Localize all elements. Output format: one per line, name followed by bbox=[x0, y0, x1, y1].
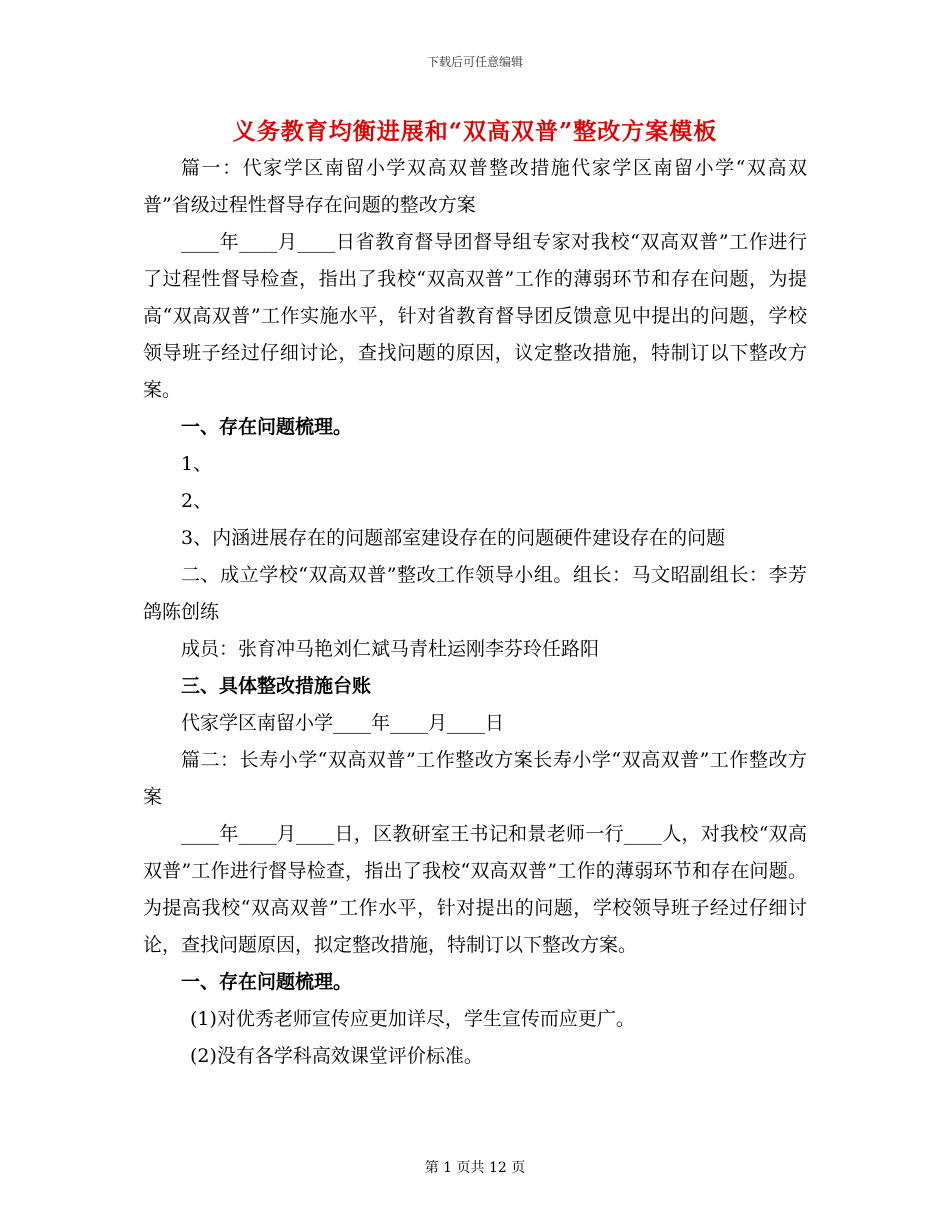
paragraph-intro-1: 篇一：代家学区南留小学双高双普整改措施代家学区南留小学“双高双普”省级过程性督导存在问题的整改方案 bbox=[143, 157, 807, 216]
paragraph-intro-2: 篇二：长寿小学“双高双普”工作整改方案长寿小学“双高双普”工作整改方案 bbox=[143, 749, 807, 808]
section-heading-4: 一、存在问题梳理。 bbox=[181, 971, 353, 993]
list-item-1: 1、 bbox=[181, 453, 213, 475]
signature-date-line: 代家学区南留小学____年____月____日 bbox=[181, 712, 505, 734]
issue-item-2: (2)没有各学科高效课堂评价标准。 bbox=[190, 1045, 483, 1067]
list-item-2: 2、 bbox=[181, 490, 213, 512]
issue-item-1: (1)对优秀老师宣传应更加详尽，学生宣传而应更广。 bbox=[190, 1008, 635, 1030]
page-footer: 第 1 页共 12 页 bbox=[424, 1160, 526, 1176]
paragraph-intro-1-body: ____年____月____日省教育督导团督导组专家对我校“双高双普”工作进行了过程性督导检查，指出了我校“双高双普”工作的薄弱环节和存在问题，为提高“双高双普”工作实施水平，针对省教育督导团反馈意见中提出的问题，学校领导班子经过仔细讨论，查找问题的原因，议定整改措施，特制订以下整改方案。 bbox=[143, 231, 807, 401]
page-header: 下载后可任意编辑 bbox=[426, 55, 523, 69]
document-title: 义务教育均衡进展和“双高双普”整改方案模板 bbox=[232, 118, 718, 145]
section-heading-3: 三、具体整改措施台账 bbox=[181, 675, 372, 697]
list-item-3: 3、内涵进展存在的问题部室建设存在的问题硬件建设存在的问题 bbox=[181, 527, 726, 549]
section-heading-2: 二、成立学校“双高双普”整改工作领导小组。组长：马文昭副组长：李芳鸽陈创练 bbox=[143, 564, 807, 623]
section-heading-1: 一、存在问题梳理。 bbox=[181, 416, 353, 438]
members-line: 成员：张育冲马艳刘仁斌马青杜运刚李芬玲任路阳 bbox=[181, 638, 600, 660]
document-body bbox=[143, 150, 807, 1075]
paragraph-intro-2-body: ____年____月____日，区教研室王书记和景老师一行____人，对我校“双高双普”工作进行督导检查，指出了我校“双高双普”工作的薄弱环节和存在问题。为提高我校“双高双普”工作水平，针对提出的问题，学校领导班子经过仔细讨论，查找问题原因，拟定整改措施，特制订以下整改方案。 bbox=[143, 823, 807, 956]
